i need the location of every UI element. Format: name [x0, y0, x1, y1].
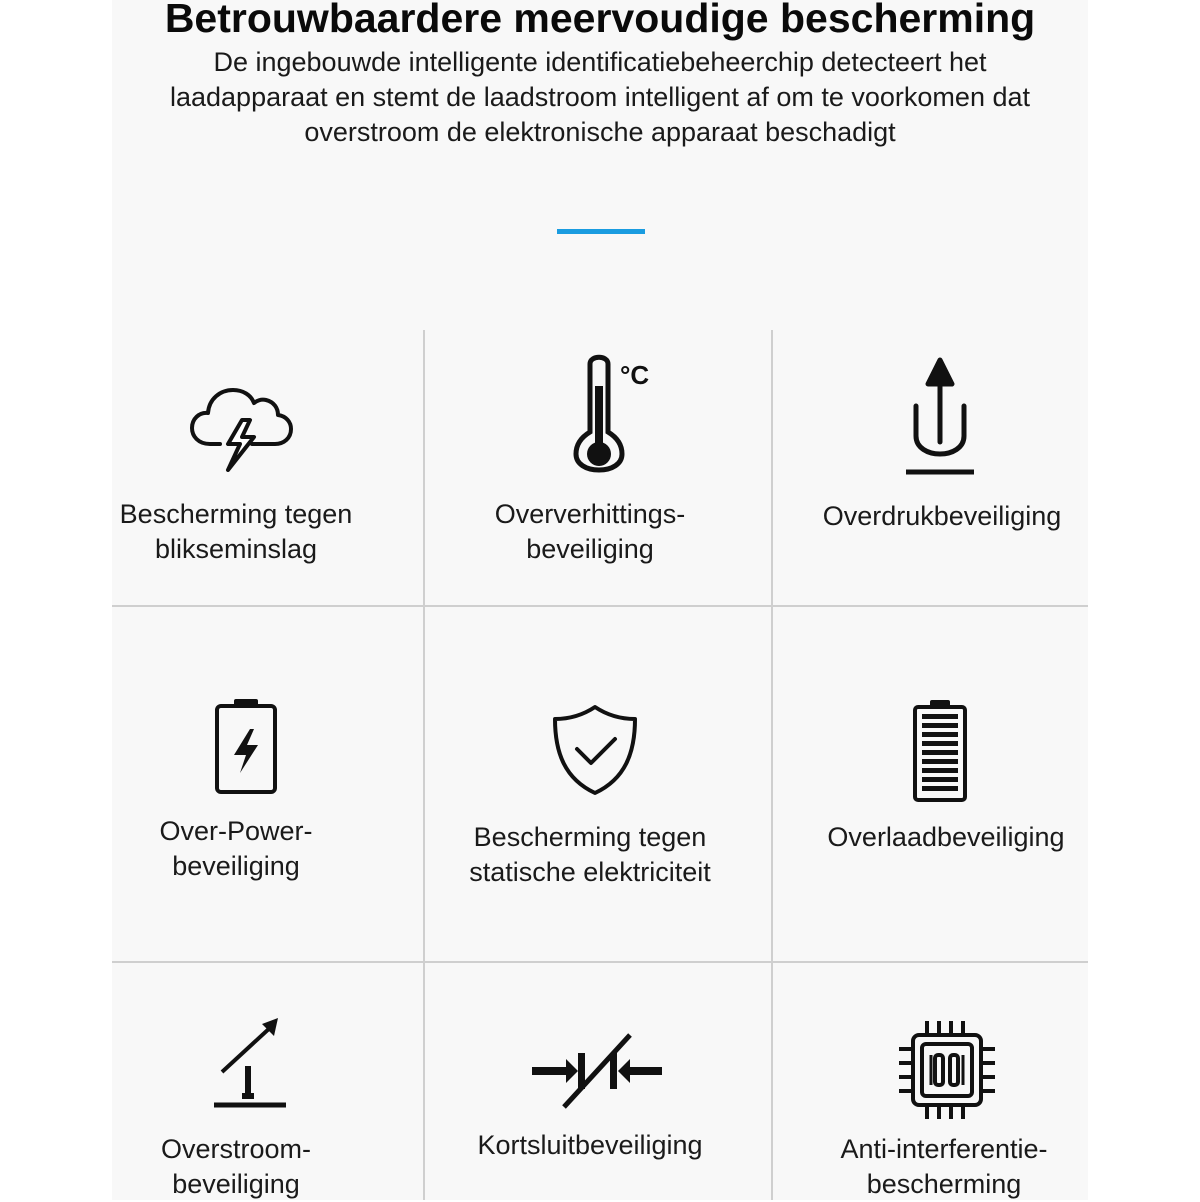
subtitle-line: De ingebouwde intelligente identificatiebeheerchip detecteert het	[213, 47, 987, 77]
pressure-arrow-icon	[902, 354, 978, 476]
feature-label-lightning: Bescherming tegen blikseminslag	[119, 499, 353, 564]
short-circuit-icon	[530, 1033, 664, 1109]
grid-divider	[423, 330, 425, 1200]
celsius-text: °C	[620, 360, 650, 390]
accent-divider	[557, 229, 645, 234]
feature-label-static: Bescherming tegen statische elektriciteit	[469, 822, 711, 887]
feature-label-over-power: Over-Power- beveiliging	[159, 816, 313, 881]
feature-label-short-circuit: Kortsluitbeveiliging	[477, 1130, 703, 1160]
subtitle-line: laadapparaat en stemt de laadstroom intelligent af om te voorkomen dat	[169, 82, 1030, 112]
feature-label-overpressure: Overdrukbeveiliging	[822, 501, 1062, 531]
grid-divider	[112, 961, 1088, 963]
shield-check-icon	[553, 705, 637, 795]
chip-icon	[895, 1019, 999, 1121]
overcurrent-arrow-icon	[212, 1016, 288, 1110]
grid-divider	[771, 330, 773, 1200]
page-subtitle	[100, 45, 1100, 150]
lightning-cloud-icon	[190, 382, 294, 474]
feature-label-anti-interference: Anti-interferentie- bescherming	[840, 1134, 1048, 1199]
battery-bolt-icon	[214, 697, 278, 795]
feature-label-overheating: Oververhittings- beveiliging	[494, 499, 686, 564]
feature-label-overcharge: Overlaadbeveiliging	[827, 822, 1065, 852]
grid-divider	[112, 605, 1088, 607]
subtitle-line: overstroom de elektronische apparaat beschadigt	[304, 117, 896, 147]
page-title: Betrouwbaardere meervoudige bescherming	[164, 0, 1036, 41]
battery-full-icon	[912, 699, 968, 803]
feature-label-overcurrent: Overstroom- beveiliging	[160, 1134, 312, 1199]
thermometer-icon	[568, 350, 668, 470]
